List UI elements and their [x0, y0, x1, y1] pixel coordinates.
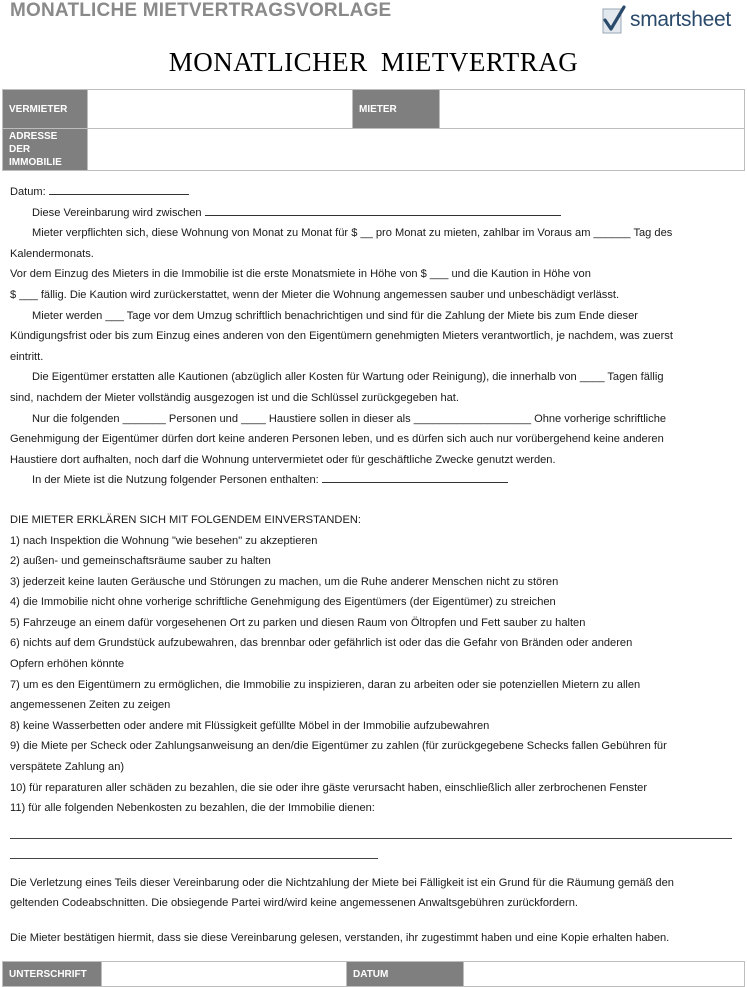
- agree-item: 5) Fahrzeuge an einem dafür vorgesehenen Ort zu parken und diesen Raum von Öltropfen und Fett sauber zu halten: [10, 616, 586, 629]
- paragraph-notice-2: Kündigungsfrist oder bis zum Einzug eines anderen von den Eigentümern genehmigten Mieters verantwortlich, je nachdem, was zuerst: [10, 330, 673, 343]
- agree-item: 1) nach Inspektion die Wohnung "wie besehen" zu akzeptieren: [10, 534, 318, 547]
- tenant-label: MIETER: [353, 90, 440, 129]
- paragraph-occupants-3: Haustiere dort aufhalten, noch darf die Wohnung untervermietet oder für geschäftliche Zwecke genutzt werden.: [10, 453, 556, 466]
- landlord-label: VERMIETER: [3, 90, 88, 129]
- agree-heading: DIE MIETER ERKLÄREN SICH MIT FOLGENDEM EINVERSTANDEN:: [10, 513, 361, 526]
- signature-field[interactable]: [102, 962, 347, 987]
- paragraph-refund-1: Die Eigentümer erstatten alle Kautionen (abzüglich aller Kosten für Wartung oder Reinigung), die innerhalb von ____ Tagen fällig: [32, 371, 664, 384]
- paragraph-notice-1: Mieter werden ___ Tage vor dem Umzug schriftlich benachrichtigen und sind für die Zahlung der Miete bis zum Ende dieser: [32, 309, 638, 322]
- paragraph-rent-1: Mieter verpflichten sich, diese Wohnung von Monat zu Monat für $ __ pro Monat zu mieten, zahlbar im Voraus am ______ Tag des: [32, 227, 673, 240]
- agree-item: 11) für alle folgenden Nebenkosten zu bezahlen, die der Immobilie dienen:: [10, 802, 375, 815]
- utilities-blank-line[interactable]: [10, 819, 732, 839]
- agree-item: 2) außen- und gemeinschaftsräume sauber zu halten: [10, 555, 271, 568]
- date-field[interactable]: [464, 962, 745, 987]
- paragraph-deposit-1: Vor dem Einzug des Mieters in die Immobilie ist die erste Monatsmiete in Höhe von $ ___ und die Kaution in Höhe von: [10, 268, 591, 281]
- template-title: MONATLICHE MIETVERTRAGSVORLAGE: [10, 0, 392, 21]
- agree-item: Opfern erhöhen könnte: [10, 658, 125, 671]
- agree-item: 8) keine Wasserbetten oder andere mit Flüssigkeit gefüllte Möbel in der Immobilie aufzubewahren: [10, 719, 490, 732]
- date-label: DATUM: [347, 962, 464, 987]
- paragraph-deposit-2: $ ___ fällig. Die Kaution wird zurückerstattet, wenn der Mieter die Wohnung angemessen sauber und unbeschädigt verlässt.: [10, 288, 620, 301]
- contract-body: [10, 182, 735, 949]
- logo-text: smartsheet: [630, 8, 731, 31]
- agree-item: 9) die Miete per Scheck oder Zahlungsanweisung an den/die Eigentümer zu zahlen (für zurückgegebene Schecks fallen Gebühren für: [10, 740, 667, 753]
- address-label: ADRESSE DER IMMOBILIE: [3, 129, 88, 171]
- agree-item: angemessenen Zeiten zu zeigen: [10, 699, 171, 712]
- tenant-field[interactable]: [440, 90, 745, 129]
- agree-item: 3) jederzeit keine lauten Geräusche und Störungen zu machen, um die Ruhe anderer Menschen nicht zu stören: [10, 575, 559, 588]
- agree-item: verspätete Zahlung an): [10, 761, 125, 774]
- signature-table: [2, 961, 745, 987]
- agree-item: 6) nichts auf dem Grundstück aufzubewahren, das brennbar oder gefährlich ist oder das die Gefahr von Bränden oder anderen: [10, 637, 633, 650]
- checkmark-logo-icon: [600, 5, 628, 35]
- paragraph-rent-2: Kalendermonats.: [10, 247, 94, 260]
- info-table: [2, 89, 745, 171]
- paragraph-occupants-1: Nur die folgenden _______ Personen und ____ Haustiere sollen in dieser als ___________________ Ohne vorherige schriftliche: [32, 412, 667, 425]
- landlord-field[interactable]: [88, 90, 353, 129]
- paragraph-notice-3: eintritt.: [10, 350, 44, 363]
- agree-item: 10) für reparaturen aller schäden zu bezahlen, die sie oder ihre gäste verursacht haben, einschließlich aller zerbrochenen Fenster: [10, 781, 648, 794]
- address-field[interactable]: [88, 129, 745, 171]
- parties-blank[interactable]: [205, 205, 561, 216]
- included-blank[interactable]: [322, 472, 508, 483]
- utilities-blank-line[interactable]: [10, 839, 378, 859]
- signature-label: UNTERSCHRIFT: [3, 962, 102, 987]
- smartsheet-logo: [600, 4, 742, 36]
- agree-item: 4) die Immobilie nicht ohne vorherige schriftliche Genehmigung des Eigentümers (der Eigentümer) zu streichen: [10, 596, 556, 609]
- paragraph-included: In der Miete ist die Nutzung folgender Personen enthalten:: [10, 470, 735, 491]
- closing-paragraph-1b: geltenden Codeabschnitten. Die obsiegende Partei wird/wird keine angemessenen Anwaltsgebühren zurückfordern.: [10, 897, 578, 910]
- paragraph-parties: Diese Vereinbarung wird zwischen: [10, 203, 735, 224]
- closing-paragraph-2: Die Mieter bestätigen hiermit, dass sie diese Vereinbarung gelesen, verstanden, ihr zugestimmt haben und eine Kopie erhalten haben.: [10, 932, 670, 944]
- closing-paragraph-1: Die Verletzung eines Teils dieser Vereinbarung oder die Nichtzahlung der Miete bei Fälligkeit ist ein Grund für die Räumung gemäß den: [10, 876, 674, 889]
- date-blank[interactable]: [49, 184, 189, 195]
- agree-item: 7) um es den Eigentümern zu ermöglichen, die Immobilie zu inspizieren, daran zu arbeiten oder sie potenziellen Mietern zu allen: [10, 678, 641, 691]
- date-line: Datum:: [10, 182, 735, 203]
- main-title: MONATLICHER MIETVERTRAG: [168, 47, 579, 77]
- paragraph-refund-2: sind, nachdem der Mieter vollständig ausgezogen ist und die Schlüssel zurückgegeben hat.: [10, 391, 459, 404]
- paragraph-occupants-2: Genehmigung der Eigentümer dürfen dort keine anderen Personen leben, und es dürfen sich auch nur vorübergehend keine anderen: [10, 433, 664, 446]
